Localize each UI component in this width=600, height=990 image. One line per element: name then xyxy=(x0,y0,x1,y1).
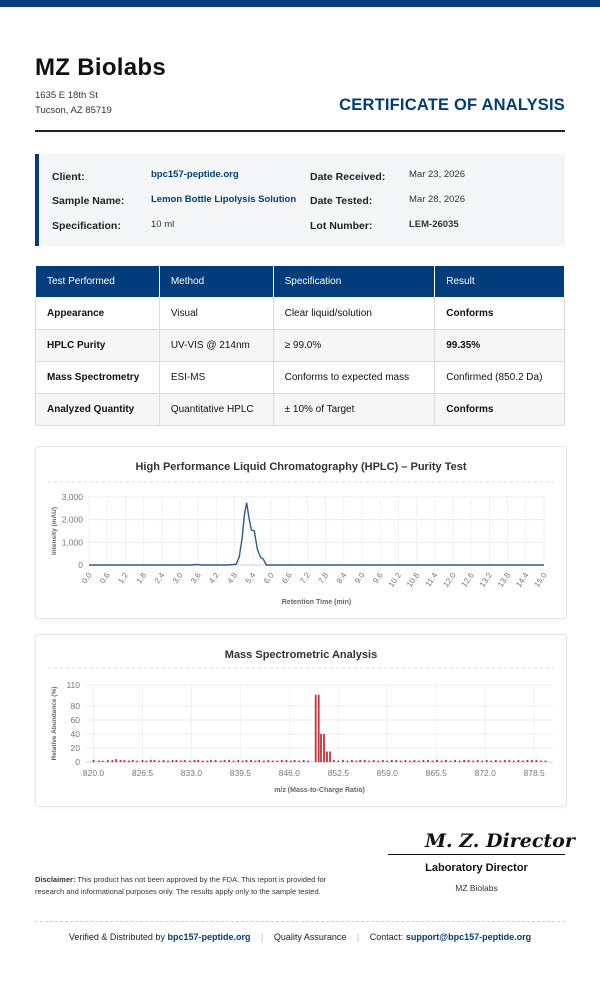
y-tick-label: 2,000 xyxy=(61,514,83,525)
x-tick-label: 7.2 xyxy=(298,570,313,586)
ms-bar xyxy=(180,761,182,762)
x-tick-label: 2.4 xyxy=(152,570,167,586)
x-tick-label: 12.0 xyxy=(441,570,458,589)
ms-bar xyxy=(172,760,174,762)
ms-bar xyxy=(432,761,434,762)
ms-bar xyxy=(290,761,292,762)
date-received-value: Mar 23, 2026 xyxy=(409,169,465,180)
y-tick-label: 40 xyxy=(70,729,80,739)
x-tick-label: 6.6 xyxy=(280,570,294,586)
x-tick-label: 4.8 xyxy=(225,570,240,586)
cell-method: ESI-MS xyxy=(159,362,273,394)
lot-number-label: Lot Number: xyxy=(310,220,373,232)
footer-verified-prefix: Verified & Distributed by xyxy=(68,932,165,942)
ms-bar xyxy=(504,760,506,762)
ms-bar xyxy=(197,760,199,762)
ms-bar xyxy=(124,760,126,762)
ms-bar xyxy=(128,761,130,762)
x-axis-label: m/z (Mass-to-Charge Ratio) xyxy=(274,787,365,794)
ms-bar xyxy=(150,760,152,762)
ms-bar xyxy=(347,761,349,762)
footer-separator: | xyxy=(356,932,360,942)
cell-test: Analyzed Quantity xyxy=(36,394,160,426)
company-name: MZ Biolabs xyxy=(35,54,167,81)
x-tick-label: 3.6 xyxy=(189,570,203,586)
ms-bar xyxy=(98,761,100,762)
x-tick-label: 13.2 xyxy=(477,570,495,589)
ms-bar xyxy=(337,761,339,762)
cell-specification: ≥ 99.0% xyxy=(273,330,435,362)
ms-bar xyxy=(368,761,370,762)
ms-bar xyxy=(364,760,366,762)
ms-bar xyxy=(323,734,325,762)
ms-bar xyxy=(318,695,320,762)
y-axis-label: Intensity (mAU) xyxy=(51,506,58,556)
ms-bar xyxy=(499,761,501,762)
ms-bar xyxy=(490,761,492,762)
ms-bar xyxy=(395,760,397,762)
ms-bar xyxy=(359,760,361,762)
y-tick-label: 0 xyxy=(75,757,80,767)
ms-chart-title: Mass Spectrometric Analysis xyxy=(224,649,378,661)
ms-bar xyxy=(258,760,260,762)
ms-bar xyxy=(391,760,393,762)
x-tick-label: 839.5 xyxy=(229,768,252,778)
footer-verified-link[interactable]: bpc157-peptide.org xyxy=(167,932,251,942)
x-tick-label: 10.2 xyxy=(386,570,404,589)
ms-bar xyxy=(215,760,217,762)
footer xyxy=(35,932,565,950)
ms-bar xyxy=(409,761,411,762)
x-tick-label: 878.5 xyxy=(523,768,545,778)
ms-bar xyxy=(454,760,456,762)
ms-bar xyxy=(255,761,257,762)
ms-bar xyxy=(450,761,452,762)
footer-contact-email[interactable]: support@bpc157-peptide.org xyxy=(405,932,532,942)
ms-bar xyxy=(112,760,114,762)
signature-role: Laboratory Director xyxy=(425,862,528,874)
ms-bar xyxy=(184,760,186,762)
cell-test: Appearance xyxy=(36,298,160,330)
ms-bar xyxy=(107,760,109,762)
y-axis-label: Relative Abundance (%) xyxy=(51,686,58,761)
cell-result: Conforms xyxy=(435,298,565,330)
ms-bar xyxy=(263,761,265,762)
ms-bar xyxy=(477,760,479,762)
sample-info-box xyxy=(35,154,565,246)
ms-bar xyxy=(481,761,483,762)
ms-bar xyxy=(441,761,443,762)
footer-separator: | xyxy=(260,932,264,942)
hplc-chart-panel xyxy=(35,446,567,619)
ms-chart xyxy=(36,635,566,806)
ms-bar xyxy=(513,761,515,762)
y-tick-label: 20 xyxy=(70,743,80,753)
ms-bar xyxy=(298,761,300,762)
ms-bar xyxy=(202,761,204,762)
table-row xyxy=(36,330,565,362)
disclaimer-label: Disclaimer: xyxy=(35,875,76,884)
cell-method: Visual xyxy=(159,298,273,330)
x-tick-label: 826.5 xyxy=(131,768,154,778)
signature-line xyxy=(388,854,565,855)
disclaimer xyxy=(35,874,355,898)
header-result: Result xyxy=(435,266,565,298)
ms-bar xyxy=(423,760,425,762)
ms-bar xyxy=(405,760,407,762)
ms-bar xyxy=(463,760,465,762)
specification-label: Specification: xyxy=(52,220,121,232)
header-method: Method xyxy=(159,266,273,298)
signature-handwritten: M. Z. Director xyxy=(425,830,575,852)
ms-bar xyxy=(445,760,447,762)
ms-bar xyxy=(154,760,156,762)
x-tick-label: 6.0 xyxy=(261,570,276,586)
x-tick-label: 865.5 xyxy=(425,768,447,778)
y-tick-label: 1,000 xyxy=(61,537,83,548)
footer-qa: Quality Assurance xyxy=(273,932,347,942)
lot-number-value: LEM-26035 xyxy=(409,219,459,230)
ms-bar xyxy=(115,759,117,762)
x-tick-label: 9.0 xyxy=(352,570,367,586)
ms-bar xyxy=(158,761,160,762)
x-tick-label: 8.4 xyxy=(334,570,349,586)
ms-bar xyxy=(132,760,134,762)
ms-bar xyxy=(189,761,191,762)
ms-bar xyxy=(145,761,147,762)
certificate-title: CERTIFICATE OF ANALYSIS xyxy=(339,96,565,114)
header-test: Test Performed xyxy=(36,266,160,298)
ms-bar xyxy=(414,760,416,762)
x-tick-label: 3.0 xyxy=(170,570,185,586)
ms-bar xyxy=(495,760,497,762)
ms-bar xyxy=(326,752,328,763)
ms-bar xyxy=(272,761,274,762)
disclaimer-text: This product has not been approved by the FDA. This report is provided for research and informational purposes only. The results apply only to the sample tested. xyxy=(35,875,327,896)
x-tick-label: 5.4 xyxy=(243,570,258,586)
x-tick-label: 852.5 xyxy=(327,768,349,778)
table-row xyxy=(36,362,565,394)
ms-bar xyxy=(545,761,547,762)
ms-bar xyxy=(536,760,538,762)
ms-bar xyxy=(281,760,283,762)
ms-bar xyxy=(163,760,165,762)
cell-test: HPLC Purity xyxy=(36,330,160,362)
ms-bar xyxy=(242,761,244,762)
x-tick-label: 833.0 xyxy=(180,768,203,778)
sample-name-value: Lemon Bottle Lipolysis Solution xyxy=(151,194,297,205)
ms-bar xyxy=(373,760,375,762)
client-value[interactable]: bpc157-peptide.org xyxy=(151,169,239,180)
date-tested-label: Date Tested: xyxy=(310,195,373,207)
ms-bar xyxy=(276,761,278,762)
ms-bar xyxy=(93,760,95,762)
ms-bar xyxy=(206,761,208,762)
ms-bar xyxy=(356,761,358,762)
client-label: Client: xyxy=(52,171,85,183)
ms-bar xyxy=(250,760,252,762)
cell-specification: ± 10% of Target xyxy=(273,394,435,426)
y-tick-label: 3,000 xyxy=(61,492,83,502)
x-tick-label: 4.2 xyxy=(207,570,222,586)
ms-bar xyxy=(315,695,317,762)
footer-divider xyxy=(35,921,565,922)
y-tick-label: 0 xyxy=(78,560,83,570)
x-tick-label: 13.8 xyxy=(495,570,513,589)
cell-method: UV-VIS @ 214nm xyxy=(159,330,273,362)
cell-method: Quantitative HPLC xyxy=(159,394,273,426)
cell-result: Confirmed (850.2 Da) xyxy=(435,362,565,394)
header-divider xyxy=(35,130,565,132)
y-tick-label: 60 xyxy=(70,715,80,725)
ms-bar xyxy=(307,761,309,762)
table-header-row xyxy=(36,266,565,298)
x-tick-label: 846.0 xyxy=(278,768,301,778)
ms-bar xyxy=(303,760,305,762)
x-tick-label: 15.0 xyxy=(532,570,549,589)
ms-bar xyxy=(194,760,196,762)
x-tick-label: 14.4 xyxy=(514,570,531,589)
y-tick-label: 110 xyxy=(66,680,80,690)
ms-bar xyxy=(102,761,104,762)
ms-bar xyxy=(210,760,212,762)
ms-bar xyxy=(333,760,335,762)
ms-bar xyxy=(427,760,429,762)
cell-specification: Conforms to expected mass xyxy=(273,362,435,394)
x-tick-label: 1.8 xyxy=(134,570,149,586)
cell-result: 99.35% xyxy=(435,330,565,362)
x-tick-label: 9.6 xyxy=(371,570,385,586)
ms-bar xyxy=(342,760,344,762)
address-line-1: 1635 E 18th St xyxy=(35,90,98,101)
ms-bar xyxy=(246,760,248,762)
x-tick-label: 7.8 xyxy=(316,570,331,586)
signature-org: MZ Biolabs xyxy=(455,883,498,893)
y-tick-label: 80 xyxy=(70,701,80,711)
ms-bar xyxy=(267,760,269,762)
ms-bar xyxy=(120,760,122,762)
x-tick-label: 859.0 xyxy=(376,768,398,778)
results-table xyxy=(35,265,565,426)
x-tick-label: 1.2 xyxy=(116,570,131,586)
ms-bar xyxy=(531,760,533,762)
ms-bar xyxy=(459,761,461,762)
ms-bar xyxy=(508,760,510,762)
ms-bar xyxy=(224,760,226,762)
top-accent-bar xyxy=(0,0,600,7)
x-tick-label: 11.4 xyxy=(423,570,440,589)
ms-bar xyxy=(377,761,379,762)
cell-specification: Clear liquid/solution xyxy=(273,298,435,330)
hplc-chart xyxy=(36,447,566,618)
date-tested-value: Mar 28, 2026 xyxy=(409,194,465,205)
ms-bar xyxy=(320,734,322,762)
ms-bar xyxy=(418,761,420,762)
cell-result: Conforms xyxy=(435,394,565,426)
ms-bar xyxy=(286,760,288,762)
ms-bar xyxy=(518,760,520,762)
ms-bar xyxy=(436,760,438,762)
x-tick-label: 872.0 xyxy=(474,768,496,778)
ms-chart-panel xyxy=(35,634,567,807)
ms-bar xyxy=(351,760,353,762)
ms-bar xyxy=(540,761,542,762)
ms-bar xyxy=(233,761,235,762)
sample-name-label: Sample Name: xyxy=(52,195,125,207)
table-row xyxy=(36,394,565,426)
ms-bar xyxy=(329,752,331,763)
ms-bar xyxy=(527,760,529,762)
ms-bar xyxy=(386,761,388,762)
ms-bar xyxy=(472,761,474,762)
header-specification: Specification xyxy=(273,266,435,298)
ms-bar xyxy=(176,760,178,762)
ms-bar xyxy=(228,760,230,762)
x-tick-label: 0.6 xyxy=(98,570,112,586)
ms-bar xyxy=(237,760,239,762)
hplc-series-line xyxy=(89,503,544,565)
ms-bar xyxy=(167,761,169,762)
table-row xyxy=(36,298,565,330)
ms-bar xyxy=(400,761,402,762)
date-received-label: Date Received: xyxy=(310,171,386,183)
specification-value: 10 ml xyxy=(151,219,175,230)
ms-bar xyxy=(220,761,222,762)
ms-bar xyxy=(136,761,138,762)
footer-contact-prefix: Contact: xyxy=(369,932,404,942)
ms-bar xyxy=(142,760,144,762)
hplc-chart-title: High Performance Liquid Chromatography (HPLC) – Purity Test xyxy=(135,461,467,473)
ms-bar xyxy=(486,760,488,762)
x-axis-label: Retention Time (min) xyxy=(281,599,352,606)
x-tick-label: 10.8 xyxy=(404,570,422,589)
ms-bar xyxy=(522,761,524,762)
cell-test: Mass Spectrometry xyxy=(36,362,160,394)
x-tick-label: 0.0 xyxy=(79,570,94,586)
x-tick-label: 820.0 xyxy=(82,768,105,778)
x-tick-label: 12.6 xyxy=(459,570,476,589)
ms-bar xyxy=(294,760,296,762)
ms-bar xyxy=(468,760,470,762)
address-line-2: Tucson, AZ 85719 xyxy=(35,105,112,116)
ms-bar xyxy=(382,760,384,762)
